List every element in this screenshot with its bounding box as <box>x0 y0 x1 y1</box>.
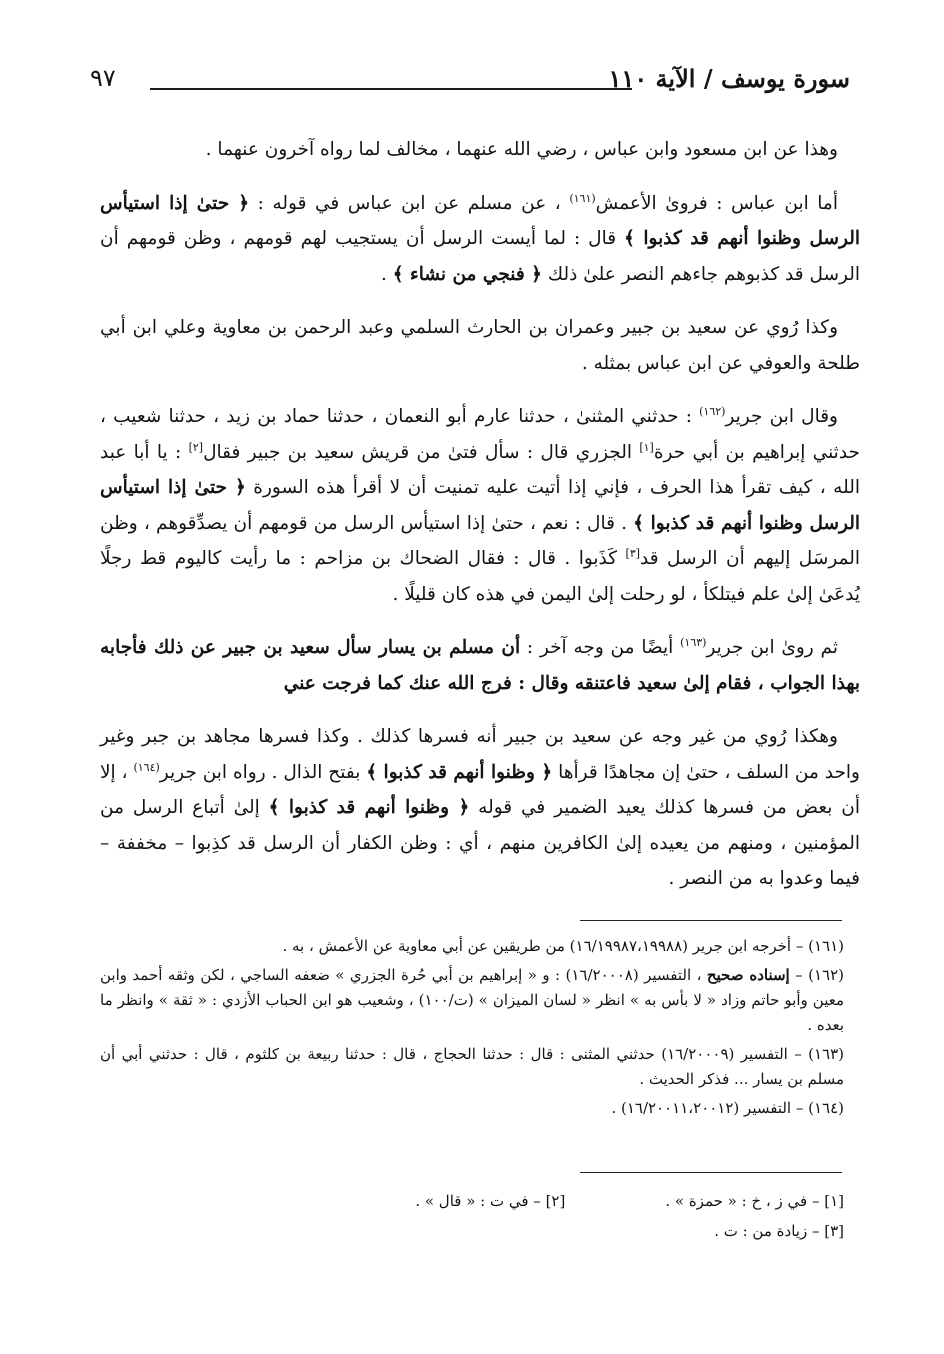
variant-3: [٣] – زيادة من : ت . <box>714 1222 844 1240</box>
footnote-text: (١٦٣) – التفسير (١٦/٢٠٠٠٩) حدثني المثنى : قال : حدثنا الحجاج ، قال : حدثنا ربيعة بن كلثوم ، قال : حدثني أبي أن مسلم بن يسار ... فذكر الحديث . <box>100 1045 844 1088</box>
footnote-text: ، التفسير (١٦/٢٠٠٠٨) : و « إبراهيم بن أبي حُرة الجزري » ضعفه الساجي ، لكن وثقه أحمد وابن معين وأبو حاتم وزاد « لا بأس به » انظر « لسان الميزان » (ت/١٠٠) ، وشعيب هو ابن الحباب الأزدي : « ثقة » وانظر ما بعده . <box>100 966 844 1034</box>
footnote-rule <box>580 920 842 921</box>
paragraph-text: وهكذا رُوي من غير وجه عن سعيد بن جبير أنه فسرها كذلك . وكذا فسرها مجاهد بن جبر وغير واحد من السلف ، حتىٰ إن مجاهدًا قرأها <box>100 726 860 783</box>
paragraph-text: وهذا عن ابن مسعود وابن عباس ، رضي الله عنهما ، مخالف لما رواه آخرون عنهما . <box>205 139 838 160</box>
variant-notes <box>180 1186 844 1246</box>
paragraph-text: الجزري قال : سأل فتىٰ من قريش سعيد بن جبير فقال <box>203 441 640 463</box>
paragraph-text: إلىٰ أتباع الرسل من المؤمنين ، ومنهم من يعيده إلىٰ الكافرين منهم ، أي : وظن الكفار أن الرسل قد كذِبوا – مخففة – فيما وعدوا به من النصر . <box>100 797 860 889</box>
paragraph-text: ، إلا أن بعض من فسرها كذلك يعيد الضمير في قوله <box>100 761 860 818</box>
footnote-ref: (١٦٤) <box>133 760 160 774</box>
main-text <box>100 132 860 915</box>
paragraph-2 <box>100 186 860 293</box>
surah-title: سورة يوسف / الآية ١١٠ <box>608 64 850 93</box>
emphasized-text: أن مسلم بن يسار سأل سعيد بن جبير عن ذلك فأجابه بهذا الجواب ، فقام إلىٰ سعيد فاعتنقه وقال : فرج الله عنك كما فرجت عني <box>100 637 860 694</box>
paragraph-5 <box>100 630 860 701</box>
footnote-164 <box>100 1096 844 1121</box>
quran-quote: ﴿ حتىٰ إذا استيأس الرسل وظنوا أنهم قد كذبوا ﴾ <box>100 192 860 249</box>
paragraph-text: وكذا رُوي عن سعيد بن جبير وعمران بن الحارث السلمي وعبد الرحمن بن معاوية وعلي ابن أبي طلحة والعوفي عن ابن عباس بمثله . <box>100 317 860 374</box>
paragraph-4 <box>100 399 860 612</box>
variant-row <box>180 1186 844 1216</box>
variant-ref: [١] <box>639 440 654 454</box>
header-rule <box>150 88 632 90</box>
footnote-162 <box>100 963 844 1038</box>
paragraph-text: قال : لما أيست الرسل أن يستجيب لهم قومهم ، وظن قومهم أن الرسل قد كذبوهم جاءهم النصر علىٰ ذلك <box>100 228 860 285</box>
paragraph-text: أما ابن عباس : فروىٰ الأعمش <box>595 192 838 214</box>
paragraph-text: . <box>381 263 393 285</box>
paragraph-1 <box>100 132 860 168</box>
page-number: ٩٧ <box>90 64 116 92</box>
variant-2: [٢] – في ت : « قال » . <box>415 1192 566 1210</box>
quran-quote: ﴿ وظنوا أنهم قد كذبوا ﴾ <box>268 797 470 818</box>
paragraph-text: : حدثني المثنىٰ ، حدثنا عارم أبو النعمان ، حدثنا حماد بن زيد ، حدثنا شعيب ، حدثني إبراهيم بن أبي حرة <box>100 406 860 463</box>
variants-rule <box>580 1172 842 1173</box>
paragraph-text: كَذَبوا . قال : فقال الضحاك بن مزاحم : ما رأيت كاليوم قط رجلًا يُدعَىٰ إلىٰ علم فيتلكأ ، لو رحلت إلىٰ اليمن في هذه كان قليلًا . <box>100 548 860 605</box>
paragraph-text: وقال ابن جرير <box>725 406 838 427</box>
paragraph-text: بفتح الذال . رواه ابن جرير <box>159 761 367 783</box>
quran-quote: ﴿ حتىٰ إذا استيأس الرسل وظنوا أنهم قد كذبوا ﴾ <box>100 477 860 534</box>
variant-1: [١] – في ز ، خ : « حمزة » . <box>665 1192 844 1210</box>
paragraph-text: : يا أبا عبد الله ، كيف تقرأ هذا الحرف ، فإني إذا أتيت عليه تمنيت أن لا أقرأ هذه السورة <box>100 441 860 498</box>
variant-row <box>180 1216 844 1246</box>
footnote-161 <box>100 934 844 959</box>
footnote-ref: (١٦٣) <box>680 635 707 649</box>
paragraph-3 <box>100 310 860 381</box>
footnote-text: (١٦٤) – التفسير (١٦/٢٠٠١١،٢٠٠١٢) . <box>611 1099 844 1117</box>
paragraph-text: ثم روىٰ ابن جرير <box>706 637 838 658</box>
footnote-ref: (١٦١) <box>569 191 596 205</box>
quran-quote: ﴿ وظنوا أنهم قد كذبوا ﴾ <box>366 761 553 783</box>
footnote-text: (١٦٢) – <box>789 966 844 984</box>
paragraph-6 <box>100 719 860 897</box>
footnotes <box>100 934 844 1125</box>
footnote-emphasis: إسناده صحيح <box>706 966 790 984</box>
variant-ref: [٣] <box>625 546 641 560</box>
page-header <box>90 64 850 104</box>
variant-ref: [٢] <box>188 440 204 454</box>
quran-quote: ﴿ فنجي من نشاء ﴾ <box>392 263 542 285</box>
footnote-163 <box>100 1042 844 1092</box>
footnote-ref: (١٦٢) <box>699 404 726 418</box>
paragraph-text: أيضًا من وجه آخر : <box>520 637 681 658</box>
paragraph-text: . قال : نعم ، حتىٰ إذا استيأس الرسل من قومهم أن يصدِّقوهم ، وظن المرسَل إليهم أن الرسل قد <box>100 512 860 569</box>
footnote-text: (١٦١) – أخرجه ابن جرير (١٦/١٩٩٨٧،١٩٩٨٨) من طريقين عن أبي معاوية عن الأعمش ، به . <box>282 937 844 955</box>
paragraph-text: ، عن مسلم عن ابن عباس في قوله : <box>249 192 570 214</box>
